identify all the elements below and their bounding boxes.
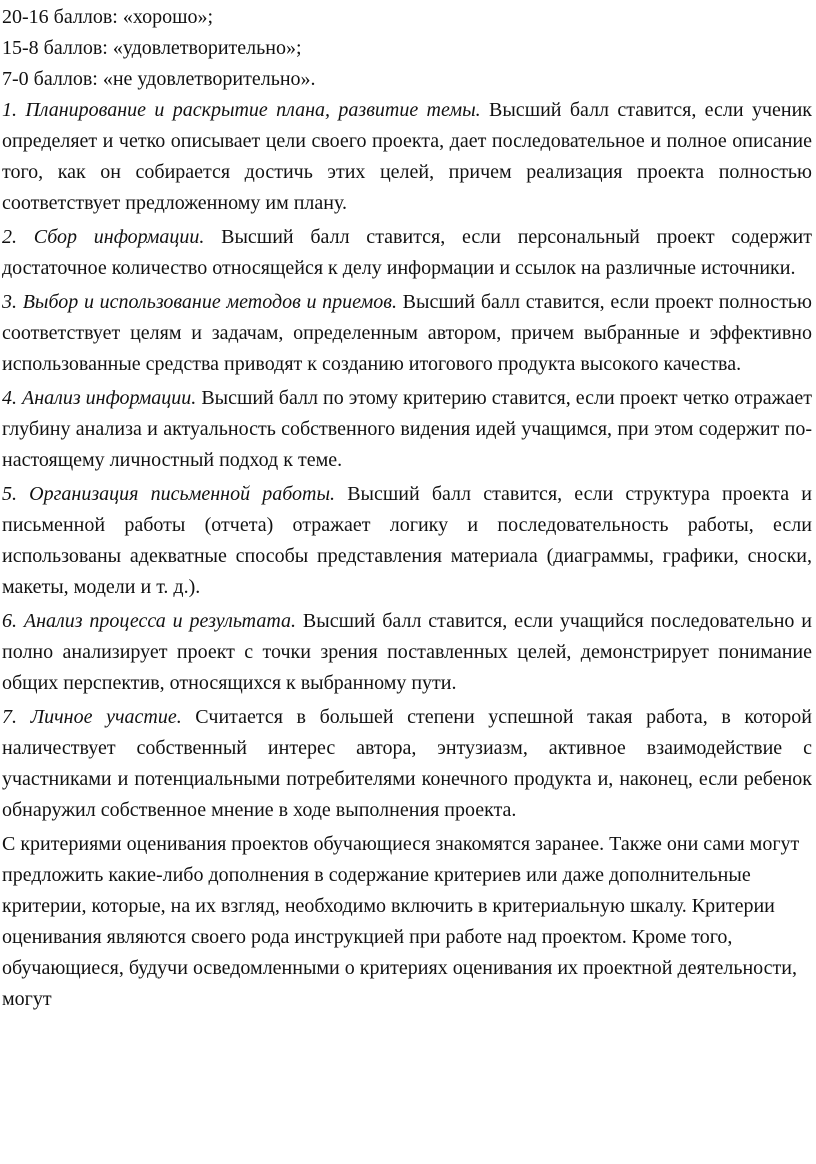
criterion-title: 4. Анализ информации. [2, 387, 197, 409]
criterion-methods [2, 287, 812, 380]
criterion-written-work [2, 479, 812, 603]
criterion-title: 1. Планирование и раскрытие плана, развитие темы. [2, 99, 481, 121]
criterion-title: 5. Организация письменной работы. [2, 483, 336, 505]
criterion-description: Высший балл ставится, если проект полностью соответствует целям и задачам, определенным автором, причем выбранные и эффективно использованные средства приводят к созданию итогового продукта высокого качества. [2, 291, 812, 375]
criterion-description: Высший балл ставится, если структура проекта и письменной работы (отчета) отражает логику и последовательность работы, если использованы адекватные способы представления материала (диаграммы, графики, сноски, макеты, модели и т. д.). [2, 483, 813, 598]
grade-scale-satisfactory: 15-8 баллов: «удовлетворительно»; [2, 37, 302, 59]
grade-scale-unsatisfactory: 7-0 баллов: «не удовлетворительно». [2, 68, 316, 90]
criterion-title: 3. Выбор и использование методов и приемов. [2, 291, 397, 313]
criterion-personal-involvement [2, 702, 812, 826]
criterion-planning [2, 95, 812, 219]
criterion-description: Высший балл ставится, если учащийся последовательно и полно анализирует проект с точки зрения поставленных целей, демонстрирует понимание общих перспектив, относящихся к выбранному пути. [2, 610, 812, 694]
criterion-description: Высший балл по этому критерию ставится, если проект четко отражает глубину анализа и актуальность собственного видения идей учащимся, при этом содержит по-настоящему личностный подход к теме. [2, 387, 812, 471]
closing-paragraph: С критериями оценивания проектов обучающиеся знакомятся заранее. Также они сами могут предложить какие-либо дополнения в содержание критериев или даже дополнительные критерии, которые, на их взгляд, необходимо включить в критериальную шкалу. Критерии оценивания являются своего рода инструкцией при работе над проектом. Кроме того, обучающиеся, будучи осведомленными о критериях оценивания их проектной деятельности, могут [2, 833, 800, 1010]
grade-scale-good: 20-16 баллов: «хорошо»; [2, 6, 214, 28]
criterion-title: 7. Личное участие. [2, 706, 182, 728]
criterion-title: 2. Сбор информации. [2, 226, 205, 248]
criterion-title: 6. Анализ процесса и результата. [2, 610, 297, 632]
criterion-analysis [2, 383, 812, 476]
criterion-information-gathering [2, 222, 812, 284]
criterion-process-analysis [2, 606, 812, 699]
criterion-description: Высший балл ставится, если ученик определяет и четко описывает цели своего проекта, дает последовательное и полное описание того, как он собирается достичь этих целей, причем реализация проекта полностью соответствует предложенному им плану. [2, 99, 813, 214]
criterion-description: Считается в большей степени успешной такая работа, в которой наличествует собственный интерес автора, энтузиазм, активное взаимодействие с участниками и потенциальными потребителями конечного продукта и, наконец, если ребенок обнаружил собственное мнение в ходе выполнения проекта. [2, 706, 812, 821]
criterion-description: Высший балл ставится, если персональный проект содержит достаточное количество относящейся к делу информации и ссылок на различные источники. [2, 226, 812, 279]
